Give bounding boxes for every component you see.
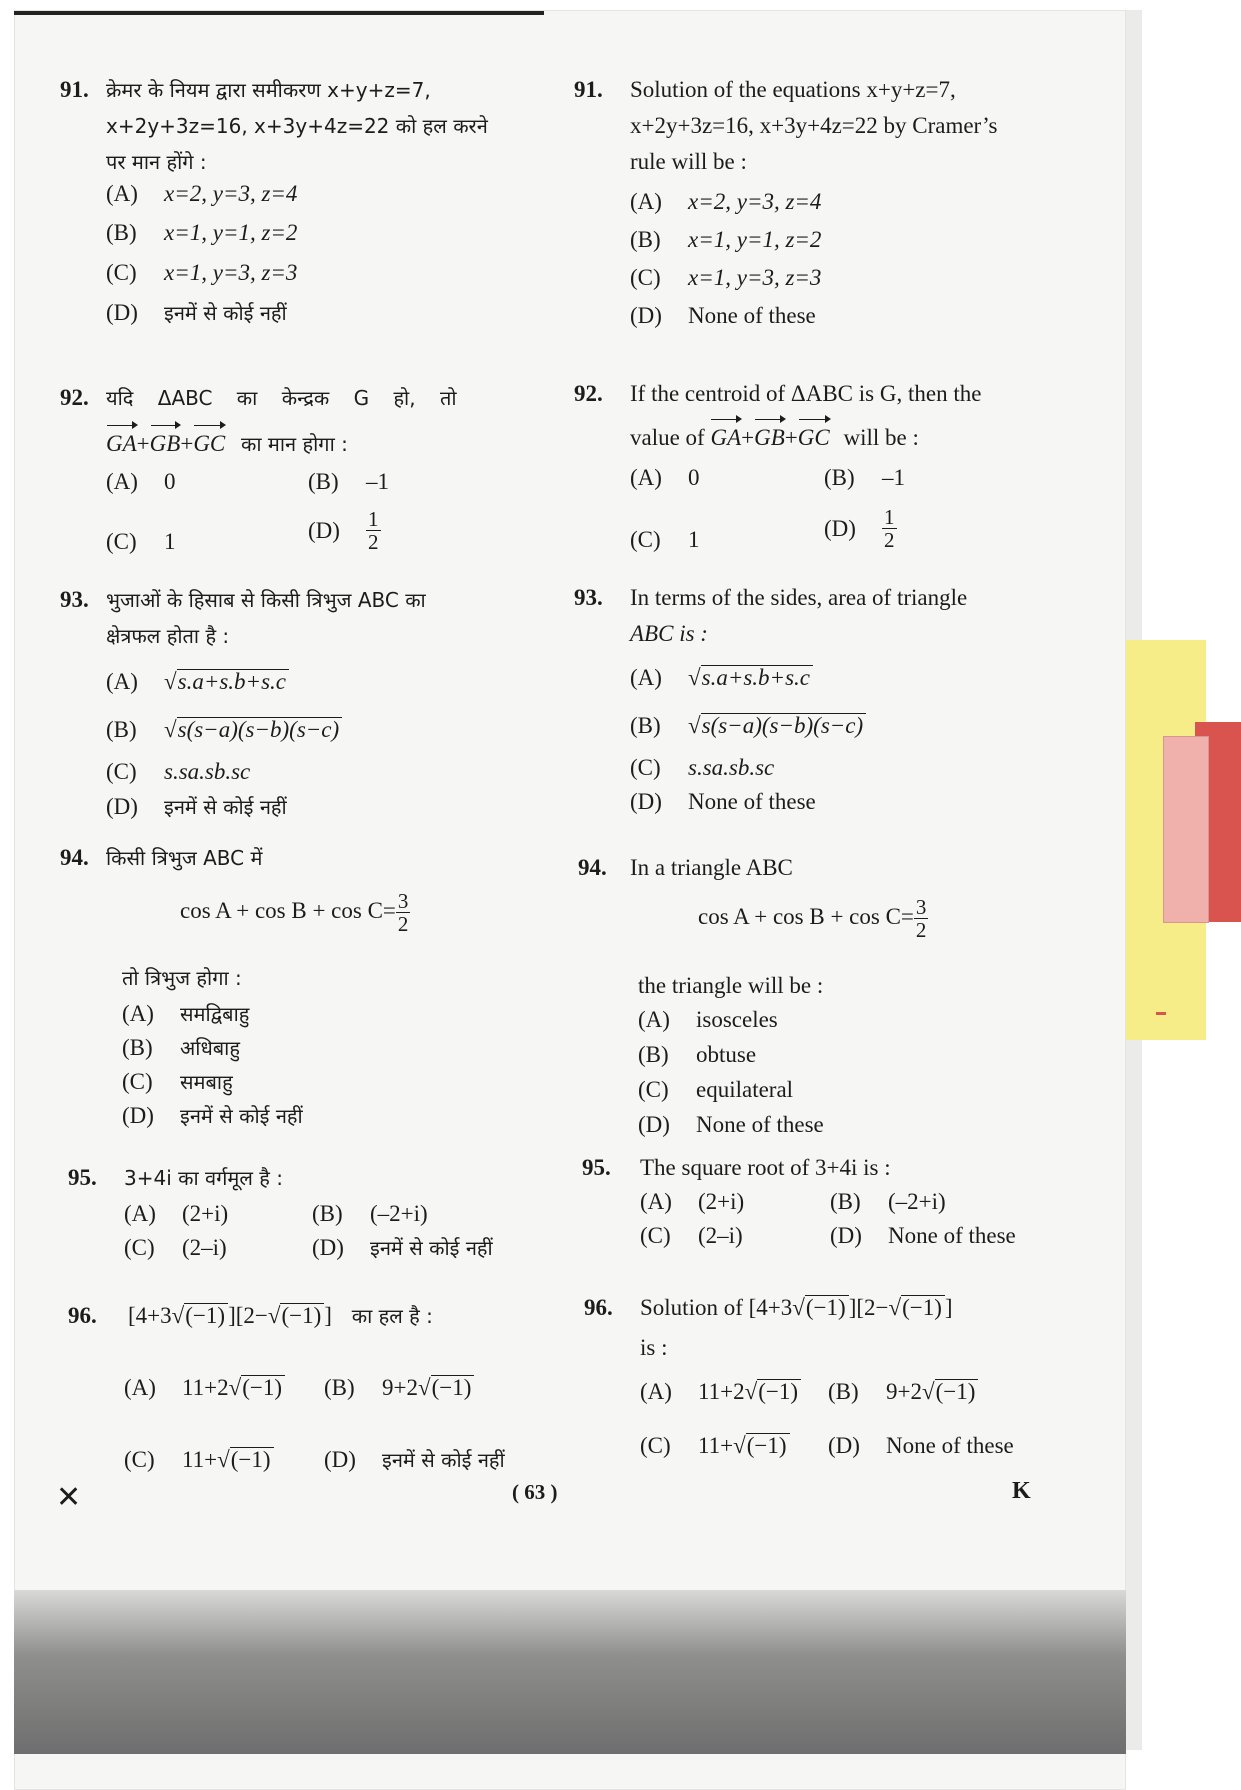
option-d[interactable]: (D) इनमें से कोई नहीं [106, 794, 287, 819]
fraction-one-half: $\frac{1}{2}$ [368, 507, 379, 554]
option-d[interactable]: (D) इनमें से कोई नहीं [122, 1103, 303, 1128]
option-b[interactable]: (B) x=1, y=1, z=2 [106, 220, 298, 245]
question-96-english: 96. Solution of [4+3√(−1) ][2−√(−1) ] is : (A) 11+2√(−1) (B) 9+2√(−1) (C) 11+√(−1) (D) None of these [584, 1290, 1044, 1470]
option-c[interactable]: (C) 1 [106, 529, 176, 554]
option-c[interactable]: (C) 1 [630, 527, 700, 552]
option-b[interactable]: (B) (–2+i) [830, 1189, 946, 1214]
option-c[interactable]: (C) समबाहु [122, 1069, 233, 1094]
question-91-english: 91. Solution of the equations x+y+z=7, x+2y+3z=16, x+3y+4z=22 by Cramer’s rule will be : (A) x=2, y=3, z=4 (B) x=1, y=1, z=2 (C) x=1, y=3, z=3 (D) None of these [574, 72, 1024, 342]
question-95-english: 95. The square root of 3+4i is : (A) (2+i) (B) (–2+i) (C) (2–i) (D) None of these [582, 1150, 1032, 1260]
option-d[interactable]: (D) $\frac{1}{2}$ [824, 505, 895, 552]
option-c[interactable]: (C) 11+√(−1) [640, 1428, 790, 1464]
option-b[interactable]: (B) √s(s−a)(s−b)(s−c) [630, 708, 866, 744]
question-94-hindi: 94. किसी त्रिभुज ABC में cos A + cos B + cos C= $\frac{3}{2}$ तो त्रिभुज होगा : (A) समद्विबाहु (B) अधिबाहु (C) समबाहु (D) इनमें से कोई नहीं [60, 840, 510, 1130]
option-c[interactable]: (C) (2–i) [640, 1223, 743, 1248]
question-92-english: 92. If the centroid of ΔABC is G, then the value of GA+GB+GC will be : (A) 0 (B) –1 (C) 1 (D) $\frac{1}{2}$ [574, 376, 1024, 576]
option-b[interactable]: (B) (–2+i) [312, 1201, 428, 1226]
cos-equation: cos A + cos B + cos C= $\frac{3}{2}$ [180, 889, 409, 936]
option-c[interactable]: (C) 11+√(−1) [124, 1442, 274, 1478]
option-c[interactable]: (C) x=1, y=3, z=3 [106, 260, 298, 285]
option-c[interactable]: (C) (2–i) [124, 1235, 227, 1260]
option-d[interactable]: (D) None of these [828, 1433, 1014, 1458]
question-line: पर मान होंगे : [106, 150, 207, 174]
option-a[interactable]: (A) isosceles [638, 1007, 778, 1032]
question-92-hindi: 92. यदि ΔABC का केन्द्रक G हो, तो GA+GB+GC का मान होगा : (A) 0 (B) –1 (C) 1 (D) $\frac{1}{2}$ [60, 380, 510, 580]
option-c[interactable]: (C) x=1, y=3, z=3 [630, 265, 822, 290]
cross-mark-icon: ✕ [56, 1480, 82, 1515]
complex-expression: [4+3√(−1) ][2−√(−1) ] का हल है : [128, 1303, 433, 1328]
option-b[interactable]: (B) 9+2√(−1) [828, 1374, 978, 1410]
option-b[interactable]: (B) √s(s−a)(s−b)(s−c) [106, 712, 342, 748]
option-a[interactable]: (A) √s.a+s.b+s.c [630, 660, 813, 696]
option-b[interactable]: (B) अधिबाहु [122, 1035, 240, 1060]
option-d[interactable]: (D) None of these [830, 1223, 1016, 1248]
option-a[interactable]: (A) √s.a+s.b+s.c [106, 664, 289, 700]
cos-equation: cos A + cos B + cos C= $\frac{3}{2}$ [698, 895, 927, 942]
option-a[interactable]: (A) 11+2√(−1) [124, 1370, 285, 1406]
option-b[interactable]: (B) –1 [308, 469, 389, 494]
option-d[interactable]: (D) $\frac{1}{2}$ [308, 507, 379, 554]
option-b[interactable]: (B) –1 [824, 465, 905, 490]
option-b[interactable]: (B) obtuse [638, 1042, 757, 1067]
question-93-hindi: 93. भुजाओं के हिसाब से किसी त्रिभुज ABC का क्षेत्रफल होता है : (A) √s.a+s.b+s.c (B) √s(s−a)(s−b)(s−c) (C) s.sa.sb.sc (D) इनमें से कोई नहीं [60, 582, 510, 832]
set-code: K [1012, 1478, 1031, 1504]
question-93-english: 93. In terms of the sides, area of triangle ABC is : (A) √s.a+s.b+s.c (B) √s(s−a)(s−b)(s−c) (C) s.sa.sb.sc (D) None of these [574, 580, 1024, 830]
option-d[interactable]: (D) इनमें से कोई नहीं [312, 1235, 493, 1260]
option-c[interactable]: (C) equilateral [638, 1077, 794, 1102]
question-line: क्रेमर के नियम द्वारा समीकरण x+y+z=7, [106, 78, 431, 102]
question-line: x+2y+3z=16, x+3y+4z=22 को हल करने [106, 114, 488, 138]
option-a[interactable]: (A) 0 [106, 469, 176, 494]
option-a[interactable]: (A) x=2, y=3, z=4 [106, 181, 298, 206]
option-d[interactable]: (D) None of these [630, 789, 816, 814]
scan-shadow [14, 1590, 1126, 1754]
option-c[interactable]: (C) s.sa.sb.sc [630, 755, 775, 780]
option-d[interactable]: (D) इनमें से कोई नहीं [106, 300, 287, 325]
question-number: 91. [60, 77, 89, 102]
question-91-hindi [60, 72, 510, 332]
question-94-english: 94. In a triangle ABC cos A + cos B + cos C= $\frac{3}{2}$ the triangle will be : (A) isosceles (B) obtuse (C) equilateral (D) None of these [578, 850, 1028, 1140]
option-a[interactable]: (A) (2+i) [124, 1201, 229, 1226]
question-95-hindi: 95. 3+4i का वर्गमूल है : (A) (2+i) (B) (–2+i) (C) (2–i) (D) इनमें से कोई नहीं [68, 1160, 518, 1270]
page-number: ( 63 ) [512, 1480, 558, 1504]
option-d[interactable]: (D) इनमें से कोई नहीं [324, 1447, 505, 1472]
option-b[interactable]: (B) 9+2√(−1) [324, 1370, 474, 1406]
vector-sum: value of GA+GB+GC will be : [630, 416, 919, 456]
option-b[interactable]: (B) x=1, y=1, z=2 [630, 227, 822, 252]
fraction-one-half: $\frac{1}{2}$ [884, 505, 895, 552]
option-a[interactable]: (A) 0 [630, 465, 700, 490]
option-c[interactable]: (C) s.sa.sb.sc [106, 759, 251, 784]
option-a[interactable]: (A) x=2, y=3, z=4 [630, 189, 822, 214]
red-tab-mark [1156, 1012, 1166, 1015]
complex-expression: Solution of [4+3√(−1) ][2−√(−1) ] [640, 1295, 953, 1320]
option-d[interactable]: (D) None of these [630, 303, 816, 328]
question-line: यदि ΔABC का केन्द्रक G हो, तो [106, 386, 457, 410]
option-d[interactable]: (D) None of these [638, 1112, 824, 1137]
top-rule [14, 11, 544, 15]
pink-sticky-tab [1163, 736, 1209, 923]
option-a[interactable]: (A) 11+2√(−1) [640, 1374, 801, 1410]
option-a[interactable]: (A) समद्विबाहु [122, 1001, 250, 1026]
option-a[interactable]: (A) (2+i) [640, 1189, 745, 1214]
vector-sum: GA+GB+GC का मान होगा : [106, 422, 348, 462]
question-96-hindi: 96. [4+3√(−1) ][2−√(−1) ] का हल है : (A) 11+2√(−1) (B) 9+2√(−1) (C) 11+√(−1) (D) इनमें से कोई नहीं [68, 1298, 528, 1478]
